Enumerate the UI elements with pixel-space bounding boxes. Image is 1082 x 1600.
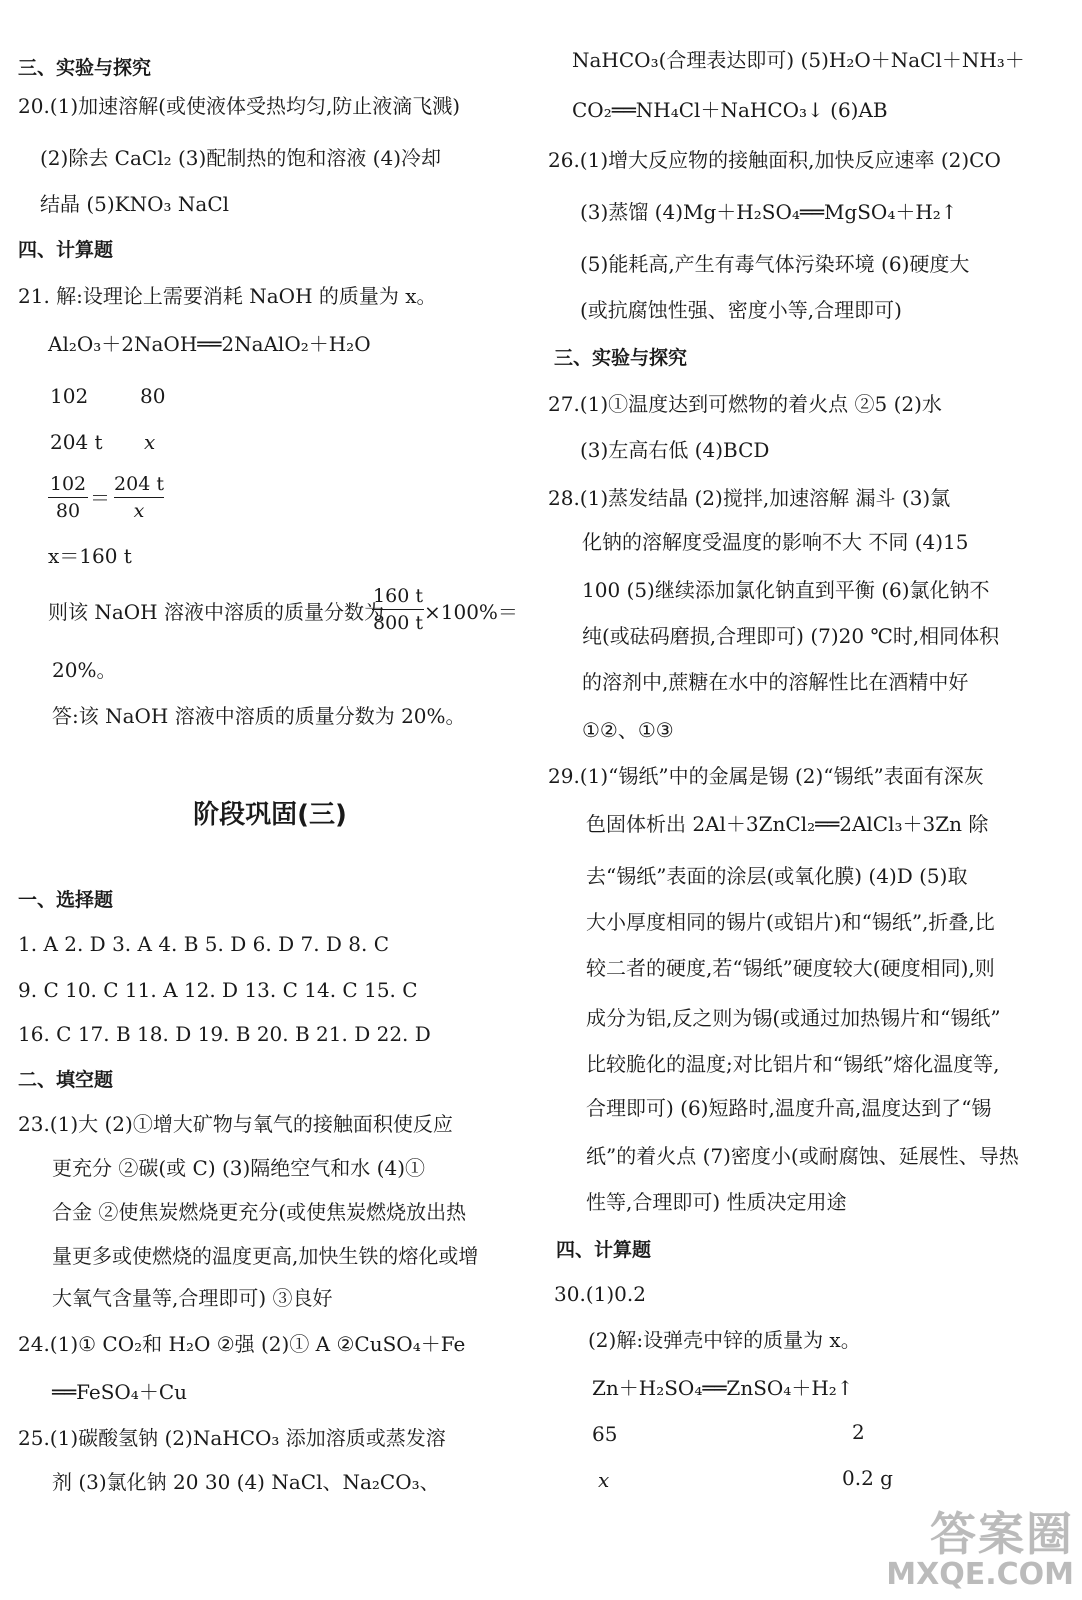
answer-25-cont-line-2: CO₂══NH₄Cl＋NaHCO₃↓ (6)AB bbox=[572, 98, 888, 122]
answer-23-line-4: 量更多或使燃烧的温度更高,加快生铁的熔化或增 bbox=[52, 1244, 479, 1268]
fraction-bar bbox=[48, 497, 88, 498]
answer-21-intro: 21. 解:设理论上需要消耗 NaOH 的质量为 x。 bbox=[18, 284, 437, 308]
answer-30-unknown: x bbox=[598, 1468, 610, 1492]
answer-28-line-6: ①②、①③ bbox=[582, 718, 674, 742]
answer-21-equation: Al₂O₃＋2NaOH══2NaAlO₂＋H₂O bbox=[48, 332, 371, 356]
answer-23-line-5: 大氧气含量等,合理即可) ③良好 bbox=[52, 1286, 333, 1310]
answer-29-line-4: 大小厚度相同的锡片(或铝片)和“锡纸”,折叠,比 bbox=[586, 910, 995, 934]
section-heading-calculation: 四、计算题 bbox=[18, 239, 114, 261]
answer-30-mass-a: 65 bbox=[592, 1422, 618, 1446]
equals-sign: ＝ bbox=[90, 486, 110, 510]
answer-28-line-1: 28.(1)蒸发结晶 (2)搅拌,加速溶解 漏斗 (3)氯 bbox=[548, 486, 951, 510]
fraction-160t-800t bbox=[372, 584, 424, 635]
answer-25-line-2: 剂 (3)氯化钠 20 30 (4) NaCl、Na₂CO₃、 bbox=[52, 1470, 440, 1494]
answer-21-given-a: 204 t bbox=[50, 430, 103, 454]
fraction-numerator: 204 t bbox=[114, 473, 164, 495]
fraction-102-80 bbox=[48, 472, 88, 523]
mc-answers-row-2: 9. C 10. C 11. A 12. D 13. C 14. C 15. C bbox=[18, 978, 418, 1002]
answer-26-line-3: (5)能耗高,产生有毒气体污染环境 (6)硬度大 bbox=[580, 252, 970, 276]
section-heading-multiple-choice: 一、选择题 bbox=[18, 889, 114, 911]
answer-29-line-1: 29.(1)“锡纸”中的金属是锡 (2)“锡纸”表面有深灰 bbox=[548, 764, 984, 788]
answer-21-conclusion: 答:该 NaOH 溶液中溶质的质量分数为 20%。 bbox=[52, 704, 466, 728]
answer-29-line-6: 成分为铝,反之则为锡(或通过加热锡片和“锡纸” bbox=[586, 1006, 1001, 1030]
answer-29-line-2: 色固体析出 2Al＋3ZnCl₂══2AlCl₃＋3Zn 除 bbox=[586, 812, 989, 836]
answer-26-line-4: (或抗腐蚀性强、密度小等,合理即可) bbox=[580, 298, 902, 322]
answer-29-line-7: 比较脆化的温度;对比铝片和“锡纸”熔化温度等, bbox=[586, 1052, 1000, 1076]
answer-26-line-1: 26.(1)增大反应物的接触面积,加快反应速率 (2)CO bbox=[548, 148, 1001, 172]
answer-30-part-1: 30.(1)0.2 bbox=[554, 1282, 646, 1306]
fraction-denominator: 800 t bbox=[373, 612, 423, 634]
answer-24-line-1: 24.(1)① CO₂和 H₂O ②强 (2)① A ②CuSO₄＋Fe bbox=[18, 1332, 466, 1356]
answer-28-line-5: 的溶剂中,蔗糖在水中的溶解性比在酒精中好 bbox=[582, 670, 969, 694]
answer-28-line-3: 100 (5)继续添加氯化钠直到平衡 (6)氯化钠不 bbox=[582, 578, 990, 602]
answer-29-line-8: 合理即可) (6)短路时,温度升高,温度达到了“锡 bbox=[586, 1096, 992, 1120]
fraction-numerator: 160 t bbox=[373, 585, 423, 607]
answer-21-percent-suffix: ×100%＝ bbox=[424, 600, 518, 624]
section-heading-experiment-2: 三、实验与探究 bbox=[554, 347, 688, 369]
answer-25-line-1: 25.(1)碳酸氢钠 (2)NaHCO₃ 添加溶质或蒸发溶 bbox=[18, 1426, 446, 1450]
fraction-bar bbox=[114, 497, 164, 498]
answer-21-result: x＝160 t bbox=[48, 544, 132, 568]
answer-28-line-4: 纯(或砝码磨损,合理即可) (7)20 ℃时,相同体积 bbox=[582, 624, 1000, 648]
answer-29-line-5: 较二者的硬度,若“锡纸”硬度较大(硬度相同),则 bbox=[586, 956, 995, 980]
answer-30-given: 0.2 g bbox=[842, 1466, 893, 1490]
answer-24-line-2: ══FeSO₄＋Cu bbox=[52, 1380, 187, 1404]
fraction-204t-x bbox=[114, 472, 164, 523]
fraction-denominator: x bbox=[133, 500, 145, 522]
section-heading-experiment: 三、实验与探究 bbox=[18, 57, 152, 79]
answer-27-line-1: 27.(1)①温度达到可燃物的着火点 ②5 (2)水 bbox=[548, 392, 942, 416]
answer-27-line-2: (3)左高右低 (4)BCD bbox=[580, 438, 770, 462]
answer-23-line-1: 23.(1)大 (2)①增大矿物与氧气的接触面积使反应 bbox=[18, 1112, 453, 1136]
answer-25-cont-line-1: NaHCO₃(合理表达即可) (5)H₂O＋NaCl＋NH₃＋ bbox=[572, 48, 1025, 72]
answer-23-line-2: 更充分 ②碳(或 C) (3)隔绝空气和水 (4)① bbox=[52, 1156, 425, 1180]
answer-21-percent-result: 20%。 bbox=[52, 658, 117, 682]
answer-20-line-1: 20.(1)加速溶解(或使液体受热均匀,防止液滴飞溅) bbox=[18, 94, 461, 118]
section-heading-fill-in: 二、填空题 bbox=[18, 1069, 114, 1091]
answer-30-part-2-intro: (2)解:设弹壳中锌的质量为 x。 bbox=[588, 1328, 861, 1352]
answer-21-mass-a: 102 bbox=[50, 384, 89, 408]
answer-21-percent-prefix: 则该 NaOH 溶液中溶质的质量分数为 bbox=[48, 600, 384, 624]
stage-title: 阶段巩固(三) bbox=[193, 800, 347, 830]
fraction-bar bbox=[372, 609, 424, 610]
mc-answers-row-1: 1. A 2. D 3. A 4. B 5. D 6. D 7. D 8. C bbox=[18, 932, 390, 956]
answer-30-mass-b: 2 bbox=[852, 1420, 865, 1444]
answer-23-line-3: 合金 ②使焦炭燃烧更充分(或使焦炭燃烧放出热 bbox=[52, 1200, 467, 1224]
answer-21-given-b: x bbox=[144, 430, 156, 454]
section-heading-calculation-2: 四、计算题 bbox=[556, 1239, 652, 1261]
answer-30-equation: Zn＋H₂SO₄══ZnSO₄＋H₂↑ bbox=[592, 1376, 854, 1400]
mc-answers-row-3: 16. C 17. B 18. D 19. B 20. B 21. D 22. D bbox=[18, 1022, 431, 1046]
answer-20-line-3: 结晶 (5)KNO₃ NaCl bbox=[40, 192, 230, 216]
answer-26-line-2: (3)蒸馏 (4)Mg＋H₂SO₄══MgSO₄＋H₂↑ bbox=[580, 200, 958, 224]
answer-21-mass-b: 80 bbox=[140, 384, 166, 408]
watermark-url: MXQE.COM bbox=[886, 1557, 1074, 1592]
answer-20-line-2: (2)除去 CaCl₂ (3)配制热的饱和溶液 (4)冷却 bbox=[40, 146, 442, 170]
answer-29-line-10: 性等,合理即可) 性质决定用途 bbox=[586, 1190, 847, 1214]
fraction-denominator: 80 bbox=[55, 500, 81, 522]
fraction-numerator: 102 bbox=[49, 473, 87, 495]
answer-28-line-2: 化钠的溶解度受温度的影响不大 不同 (4)15 bbox=[582, 530, 969, 554]
answer-29-line-9: 纸”的着火点 (7)密度小(或耐腐蚀、延展性、导热 bbox=[586, 1144, 1019, 1168]
watermark-text: 答案圈 bbox=[930, 1507, 1074, 1561]
watermark-logo bbox=[874, 1507, 1074, 1596]
answer-29-line-3: 去“锡纸”表面的涂层(或氧化膜) (4)D (5)取 bbox=[586, 864, 968, 888]
